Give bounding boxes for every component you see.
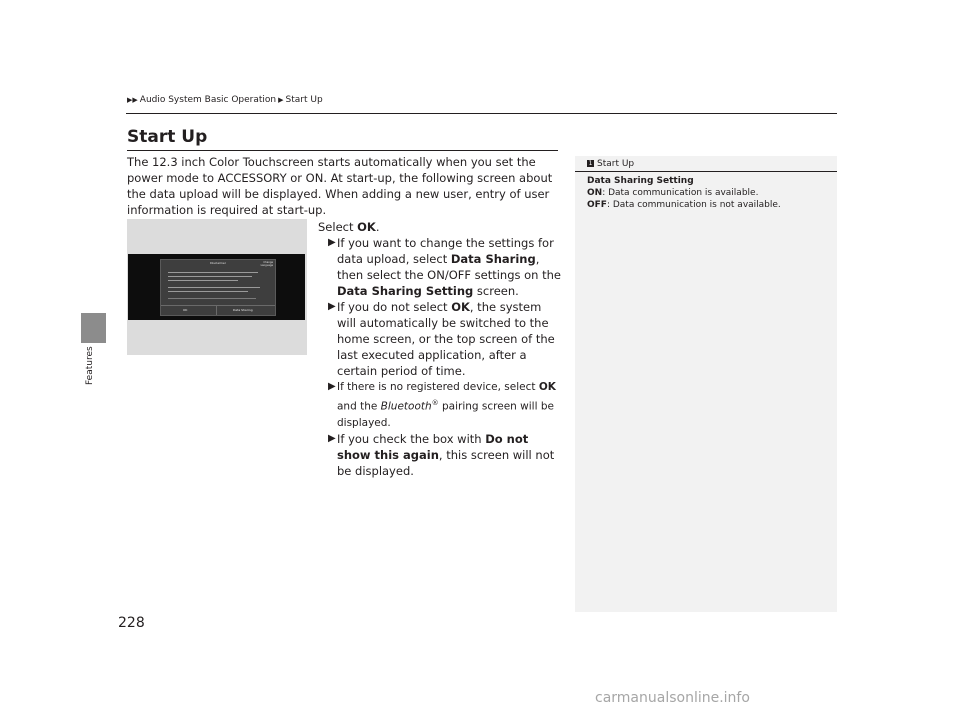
dialog-button-row	[161, 305, 275, 315]
arrow-right-icon: ▶	[328, 301, 336, 312]
note-body	[587, 175, 827, 211]
text-line	[168, 287, 260, 288]
text-line	[168, 272, 258, 273]
section-label: Features	[85, 346, 95, 385]
step-item: ▶ If you check the box with Do not show this again, this screen will not be displayed.	[328, 431, 555, 478]
step-item: ▶ If you want to change the settings for data upload, select Data Sharing, then select the ON/OFF settings on the Data Sharing Setting screen.	[328, 236, 562, 298]
note-header	[575, 156, 837, 172]
change-language-button: Change Language	[260, 261, 273, 267]
watermark: carmanualsonline.info	[595, 690, 750, 706]
section-tab	[81, 313, 106, 343]
step-item: ▶ If there is no registered device, select OK and the Bluetooth® pairing screen will be displayed.	[328, 381, 556, 429]
note-title: Data Sharing Setting	[587, 176, 694, 186]
triangle-right-icon: ▶▶	[127, 96, 138, 104]
breadcrumb	[127, 95, 323, 105]
disclaimer-dialog	[160, 259, 276, 316]
breadcrumb-item[interactable]: Audio System Basic Operation	[139, 95, 277, 105]
checkbox-line	[168, 298, 256, 299]
screen-illustration	[127, 219, 307, 355]
note-off-line: OFF: Data communication is not available.	[587, 200, 781, 210]
arrow-right-icon: ▶	[328, 381, 336, 392]
header-rule	[126, 113, 837, 114]
select-ok-instruction: Select OK.	[318, 220, 380, 234]
data-sharing-button: Data Sharing	[233, 308, 253, 312]
button-divider	[216, 306, 217, 315]
arrow-right-icon: ▶	[328, 432, 336, 444]
note-on-line: ON: Data communication is available.	[587, 188, 759, 198]
touchscreen-display	[128, 254, 305, 320]
instruction-steps	[318, 219, 563, 479]
note-icon: 1	[588, 160, 593, 167]
triangle-right-icon: ▶	[278, 96, 284, 104]
intro-paragraph: The 12.3 inch Color Touchscreen starts automatically when you set the power mode to ACCESSORY or ON. At start-up, the following screen about the data upload will be displayed. When adding a new user, entry of user information is required at start-up.	[127, 155, 553, 217]
dialog-title: Disclaimer	[210, 261, 226, 265]
page-number: 228	[118, 615, 145, 631]
side-note	[575, 156, 837, 612]
title-rule	[127, 150, 558, 151]
page-title: Start Up	[127, 127, 208, 147]
step-item: ▶ If you do not select OK, the system will automatically be switched to the home screen, or the top screen of the last executed application, after a certain period of time.	[328, 300, 555, 378]
arrow-right-icon: ▶	[328, 237, 336, 248]
text-line	[168, 291, 248, 292]
text-line	[168, 276, 252, 277]
ok-button: OK	[183, 308, 188, 312]
breadcrumb-item[interactable]: Start Up	[285, 95, 323, 105]
text-line	[168, 280, 238, 281]
note-header-label: Start Up	[597, 158, 635, 169]
